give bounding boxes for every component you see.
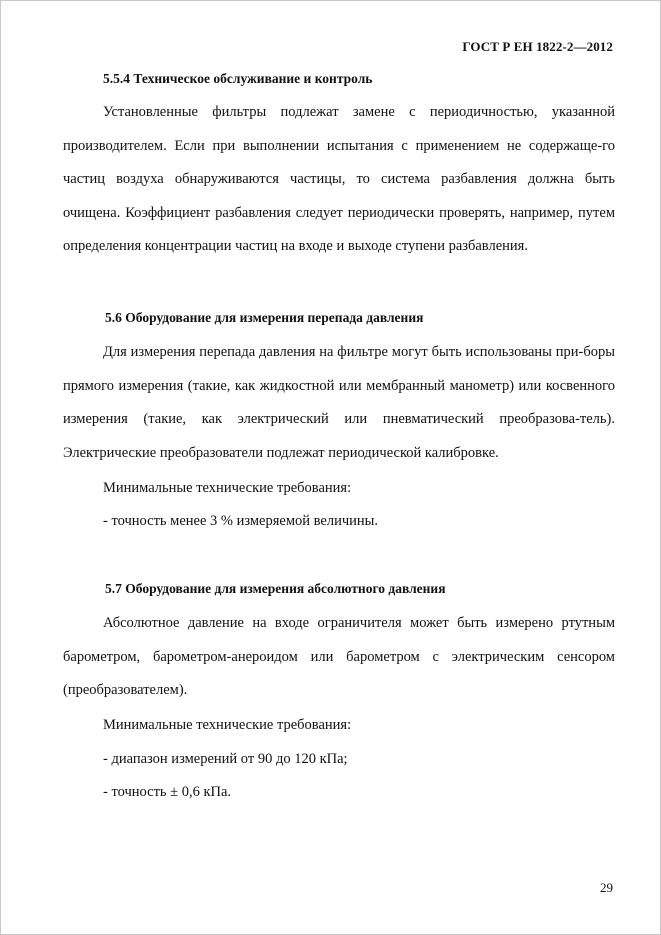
section-57-requirement-item-range: - диапазон измерений от 90 до 120 кПа; (103, 751, 348, 767)
section-56-paragraph: Для измерения перепада давления на фильтре могут быть использованы при-боры прямого измерения (такие, как жидкостной или мембранный манометр) или косвенного измерения (такие, как электрический или пневматический преобразова-тель). Электрические преобразователи подлежат периодической калибровке. (63, 344, 615, 461)
section-554-title: 5.5.4 Техническое обслуживание и контроль (103, 71, 373, 86)
page-number: 29 (600, 880, 613, 895)
section-56-title: 5.6 Оборудование для измерения перепада давления (105, 310, 424, 325)
section-57-paragraph: Абсолютное давление на входе ограничителя может быть измерено ртутным барометром, барометром-анероидом или барометром с электрическим сенсором (преобразователем). (63, 615, 615, 698)
section-57-requirements-label: Минимальные технические требования: (103, 717, 352, 733)
standard-designation: ГОСТ Р ЕН 1822-2—2012 (462, 39, 613, 54)
section-56-requirement-item: - точность менее 3 % измеряемой величины. (103, 513, 379, 529)
section-57-title: 5.7 Оборудование для измерения абсолютного давления (105, 581, 446, 596)
section-56-requirements-label: Минимальные технические требования: (103, 480, 352, 496)
section-57-requirement-item-accuracy: - точность ± 0,6 кПа. (103, 784, 232, 800)
section-554-paragraph: Установленные фильтры подлежат замене с периодичностью, указанной производителем. Если при выполнении испытания с применением не содержаще-го частиц воздуха обнаруживаются частицы, то система разбавления должна быть очищена. Коэффициент разбавления следует периодически проверять, например, путем определения концентрации частиц на входе и выходе ступени разбавления. (63, 104, 615, 254)
